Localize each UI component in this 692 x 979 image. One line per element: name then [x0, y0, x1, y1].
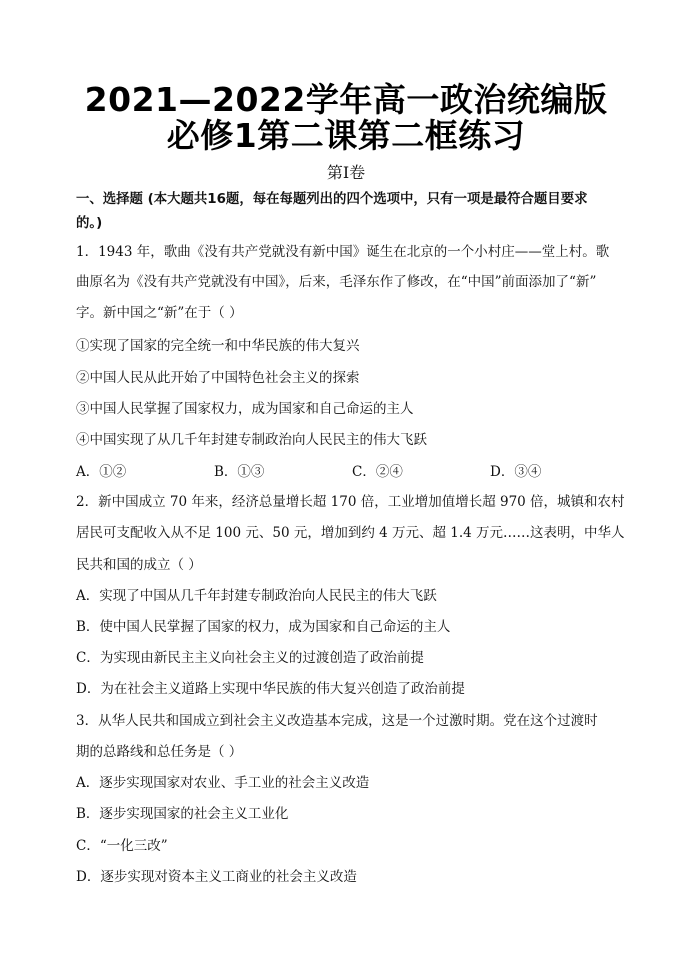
q3-stem-line-2: 期的总路线和总任务是（ ）: [76, 744, 243, 760]
q1-statement-2: ②中国人民从此开始了中国特色社会主义的探索: [76, 370, 360, 386]
q2-option-d: D．为在社会主义道路上实现中华民族的伟大复兴创造了政治前提: [76, 681, 465, 697]
q2-stem-line-2: 居民可支配收入从不足 100 元、50 元，增加到约 4 万元、超 1.4 万元……这表明，中华人: [76, 525, 625, 541]
q3-option-a: A．逐步实现国家对农业、手工业的社会主义改造: [76, 775, 370, 791]
q1-option-d: D．③④: [490, 464, 542, 480]
q1-stem-line-3: 字。新中国之“新”在于（ ）: [76, 305, 243, 321]
q1-statement-1: ①实现了国家的完全统一和中华民族的伟大复兴: [76, 338, 360, 354]
section-label: 第Ⅰ卷: [326, 163, 366, 182]
q1-options: [76, 462, 616, 482]
q1-option-b: B．①③: [214, 464, 265, 480]
document-title-line-1: 2021—2022学年高一政治统编版: [84, 80, 608, 119]
q1-stem-line-1: 1．1943 年，歌曲《没有共产党就没有新中国》诞生在北京的一个小村庄——堂上村。歌: [76, 244, 610, 260]
q1-option-c: C．②④: [352, 464, 403, 480]
q1-statement-4: ④中国实现了从几千年封建专制政治向人民民主的伟大飞跃: [76, 432, 427, 448]
q2-option-b: B．使中国人民掌握了国家的权力，成为国家和自己命运的主人: [76, 619, 451, 635]
q3-option-b: B．逐步实现国家的社会主义工业化: [76, 806, 289, 822]
q1-statement-3: ③中国人民掌握了国家权力，成为国家和自己命运的主人: [76, 401, 414, 417]
q1-option-a: A．①②: [76, 464, 127, 480]
document-title-line-2: 必修1第二课第二框练习: [166, 116, 526, 155]
q2-option-c: C．为实现由新民主主义向社会主义的过渡创造了政治前提: [76, 650, 424, 666]
q2-stem-line-3: 民共和国的成立（ ）: [76, 557, 202, 573]
q2-stem-line-1: 2．新中国成立 70 年来，经济总量增长超 170 倍，工业增加值增长超 970 倍，城镇和农村: [76, 494, 625, 510]
part1-heading-line-1: 一、选择题 (本大题共16题，每在每题列出的四个选项中，只有一项是最符合题目要求: [76, 192, 588, 207]
part1-heading-line-2: 的。): [76, 216, 103, 231]
q3-option-d: D．逐步实现对资本主义工商业的社会主义改造: [76, 869, 357, 885]
q3-option-c: C．“一化三改”: [76, 838, 168, 854]
q3-stem-line-1: 3．从华人民共和国成立到社会主义改造基本完成，这是一个过激时期。党在这个过渡时: [76, 713, 598, 729]
q1-stem-line-2: 曲原名为《没有共产党就没有中国》，后来，毛泽东作了修改，在“中国”前面添加了“新”: [76, 274, 597, 290]
q2-option-a: A．实现了中国从几千年封建专制政治向人民民主的伟大飞跃: [76, 588, 437, 604]
